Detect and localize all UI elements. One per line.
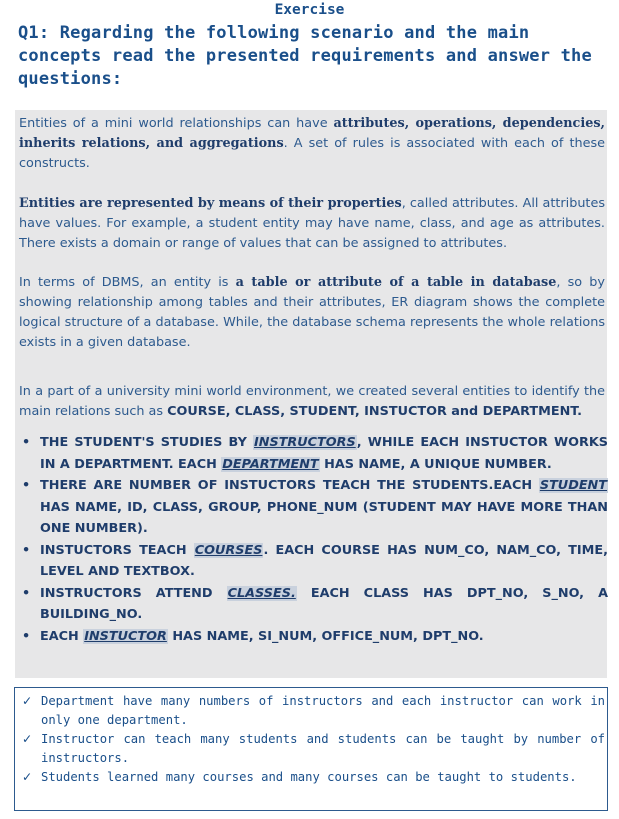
req-text: , WHILE EACH INSTUCTOR WORKS IN A DEPARTMENT. EACH (40, 435, 608, 472)
req-highlight: COURSES (194, 542, 263, 558)
p1-text-a: Entities of a mini world relationships can have (19, 116, 334, 131)
paragraph-entities (19, 114, 605, 174)
p2-bold: Entities are represented by means of their properties (19, 196, 402, 211)
bullet-icon: • (22, 542, 31, 558)
checkmark-icon: ✓ (22, 694, 33, 708)
p3-text-a: In terms of DBMS, an entity is (19, 275, 236, 290)
req-text: . EACH COURSE HAS NUM_CO, NAM_CO, TIME, LEVEL AND TEXTBOX. (40, 542, 608, 579)
p1-bold: attributes, operations, dependencies, inherits relations, and aggregations (19, 116, 606, 151)
paragraph-attributes (19, 194, 605, 254)
p3-text-b: , so by showing relationship among tables and their attributes, ER diagram shows the complete logical structure of a database. While, the database schema represents the whole relations exists in a given database. (19, 275, 605, 350)
req-text: INSTUCTORS TEACH (40, 542, 194, 558)
answer-item (19, 730, 605, 768)
requirement-item (18, 626, 608, 648)
answers-list (19, 692, 605, 787)
paragraph-dbms (19, 273, 605, 353)
req-text: THE STUDENT'S STUDIES BY (40, 435, 253, 450)
p1-text-b: . A set of rules is associated with each of these constructs. (19, 136, 605, 171)
req-text: THERE ARE NUMBER OF INSTUCTORS TEACH THE STUDENTS.EACH (40, 478, 539, 493)
p4-bold: COURSE, CLASS, STUDENT, INSTUCTOR and DEPARTMENT. (167, 404, 582, 419)
answer-text: Instructor can teach many students and students can be taught by number of instructors. (41, 732, 605, 765)
req-text: EACH (40, 628, 84, 644)
req-highlight: INSTUCTOR (84, 628, 167, 644)
requirement-item (18, 475, 608, 540)
requirement-item (18, 432, 608, 475)
answer-text: Students learned many courses and many courses can be taught to students. (41, 770, 577, 784)
answer-item (19, 692, 605, 730)
bullet-icon: • (22, 435, 31, 450)
p4-text: In a part of a university mini world environment, we created several entities to identify the main relations such as (19, 384, 605, 419)
req-highlight: CLASSES. (227, 585, 296, 601)
requirements-list (18, 432, 608, 647)
req-text: EACH CLASS HAS DPT_NO, S_NO, A BUILDING_NO. (40, 585, 608, 622)
checkmark-icon: ✓ (22, 770, 33, 784)
req-highlight: DEPARTMENT (222, 456, 319, 472)
req-text: HAS NAME, SI_NUM, OFFICE_NUM, DPT_NO. (167, 628, 484, 644)
answer-text: Department have many numbers of instructors and each instructor can work in only one department. (41, 694, 605, 727)
p3-bold: a table or attribute of a table in database (235, 275, 557, 290)
checkmark-icon: ✓ (22, 732, 33, 746)
paragraph-university (19, 382, 605, 422)
exercise-title: Exercise (274, 2, 345, 18)
req-highlight: INSTRUCTORS (254, 435, 356, 450)
requirement-item (18, 583, 608, 626)
requirement-item (18, 540, 608, 583)
bullet-icon: • (22, 628, 31, 644)
bullet-icon: • (22, 478, 31, 493)
answers-box (14, 687, 608, 811)
question-heading: Q1: Regarding the following scenario and the main concepts read the presented requirements and answer the questions: (18, 23, 592, 89)
answer-item (19, 768, 605, 787)
bullet-icon: • (22, 585, 31, 601)
req-text: HAS NAME, ID, CLASS, GROUP, PHONE_NUM (STUDENT MAY HAVE MORE THAN ONE NUMBER). (40, 499, 608, 536)
req-text: HAS NAME, A UNIQUE NUMBER. (319, 456, 552, 472)
p2-text: , called attributes. All attributes have values. For example, a student entity may have name, class, and age as attributes. There exists a domain or range of values that can be assigned to attributes. (19, 196, 605, 251)
req-highlight: STUDENT (539, 478, 607, 493)
req-text: INSTRUCTORS ATTEND (40, 585, 227, 601)
